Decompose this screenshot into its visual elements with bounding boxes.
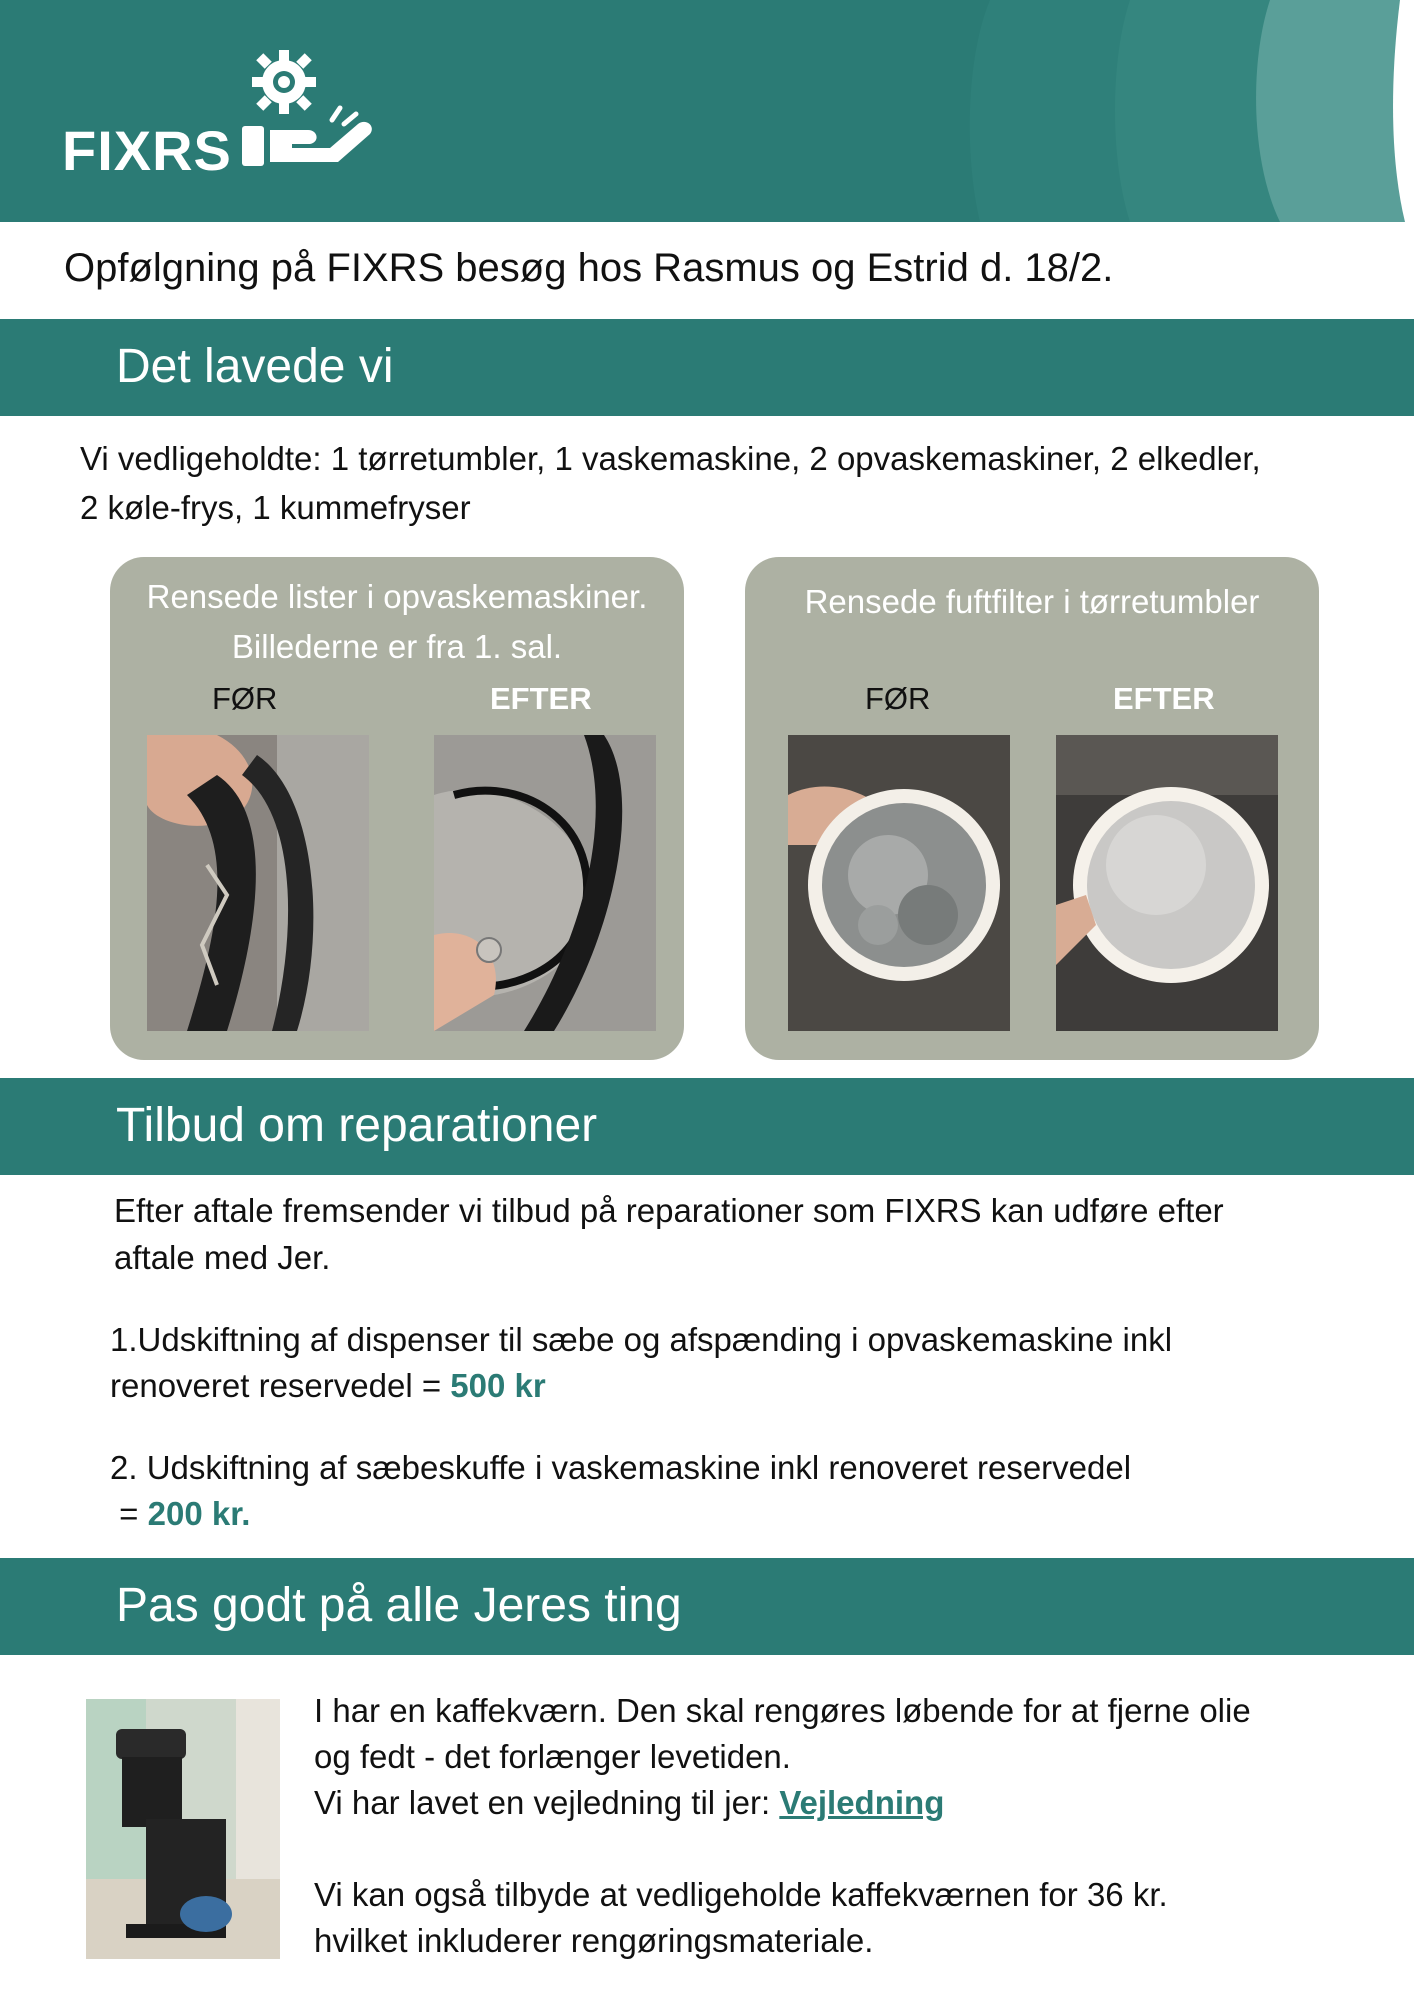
after-label: EFTER [490, 681, 592, 716]
offer-item-1-line1: 1.Udskiftning af dispenser til sæbe og afspænding i opvaskemaskine inkl [110, 1321, 1173, 1358]
maintenance-summary: Vi vedligeholdte: 1 tørretumbler, 1 vaskemaskine, 2 opvaskemaskiner, 2 elkedler, 2 køle-frys, 1 kummefryser [80, 440, 1261, 526]
after-photo-dryer-filter [1056, 735, 1278, 1031]
offer-item-2-price: 200 kr. [147, 1495, 251, 1532]
offer-item-2-line1: 2. Udskiftning af sæbeskuffe i vaskemaskine inkl renoveret reservedel [110, 1449, 1132, 1486]
coffee-grinder-advice [314, 1688, 1251, 1964]
advice-line2: og fedt - det forlænger levetiden. [314, 1738, 791, 1775]
card-title-line1: Rensede fuftfilter i tørretumbler [804, 583, 1260, 620]
coffee-grinder-photo [86, 1699, 280, 1959]
card-dishwasher-seals [110, 557, 684, 1060]
section-header-pas-godt [0, 1558, 1414, 1655]
logo-wordmark: FIXRS [62, 119, 232, 182]
card-title-line2: Billederne er fra 1. sal. [231, 628, 563, 665]
fixrs-logo [60, 50, 380, 180]
advice-line4: Vi kan også tilbyde at vedligeholde kaffekværnen for 36 kr. [314, 1876, 1168, 1913]
offer-item-1 [110, 1317, 1172, 1409]
before-label: FØR [865, 681, 931, 716]
section-title: Pas godt på alle Jeres ting [116, 1579, 682, 1632]
advice-line3: Vi har lavet en vejledning til jer: [314, 1784, 780, 1821]
offer-item-2 [110, 1445, 1131, 1537]
section-header-det-lavede-vi [0, 319, 1414, 416]
section-title: Det lavede vi [116, 340, 394, 393]
advice-line1: I har en kaffekværn. Den skal rengøres løbende for at fjerne olie [314, 1692, 1251, 1729]
offer-intro-line1: Efter aftale fremsender vi tilbud på reparationer som FIXRS kan udføre efter [114, 1192, 1224, 1229]
gear-hand-icon [230, 50, 380, 170]
offer-item-1-line2: renoveret reservedel = [110, 1367, 451, 1404]
offer-intro [114, 1187, 1224, 1281]
after-photo-dishwasher-seal [434, 735, 656, 1031]
page-subtitle: Opfølgning på FIXRS besøg hos Rasmus og Estrid d. 18/2. [64, 246, 1114, 290]
offer-item-1-price: 500 kr [450, 1367, 546, 1404]
before-photo-dishwasher-seal [147, 735, 369, 1031]
header-wave-decoration [960, 0, 1414, 222]
header-banner [0, 0, 1414, 222]
section-title: Tilbud om reparationer [116, 1099, 598, 1152]
advice-line5: hvilket inkluderer rengøringsmateriale. [314, 1922, 874, 1959]
before-label: FØR [212, 681, 278, 716]
offer-item-2-line2: = [110, 1495, 148, 1532]
card-dryer-filter [745, 557, 1319, 1060]
after-label: EFTER [1113, 681, 1215, 716]
before-photo-dryer-filter [788, 735, 1010, 1031]
card-title-line1: Rensede lister i opvaskemaskiner. [146, 578, 648, 615]
section-header-tilbud [0, 1078, 1414, 1175]
offer-intro-line2: aftale med Jer. [114, 1239, 331, 1276]
vejledning-link[interactable]: Vejledning [779, 1784, 945, 1821]
